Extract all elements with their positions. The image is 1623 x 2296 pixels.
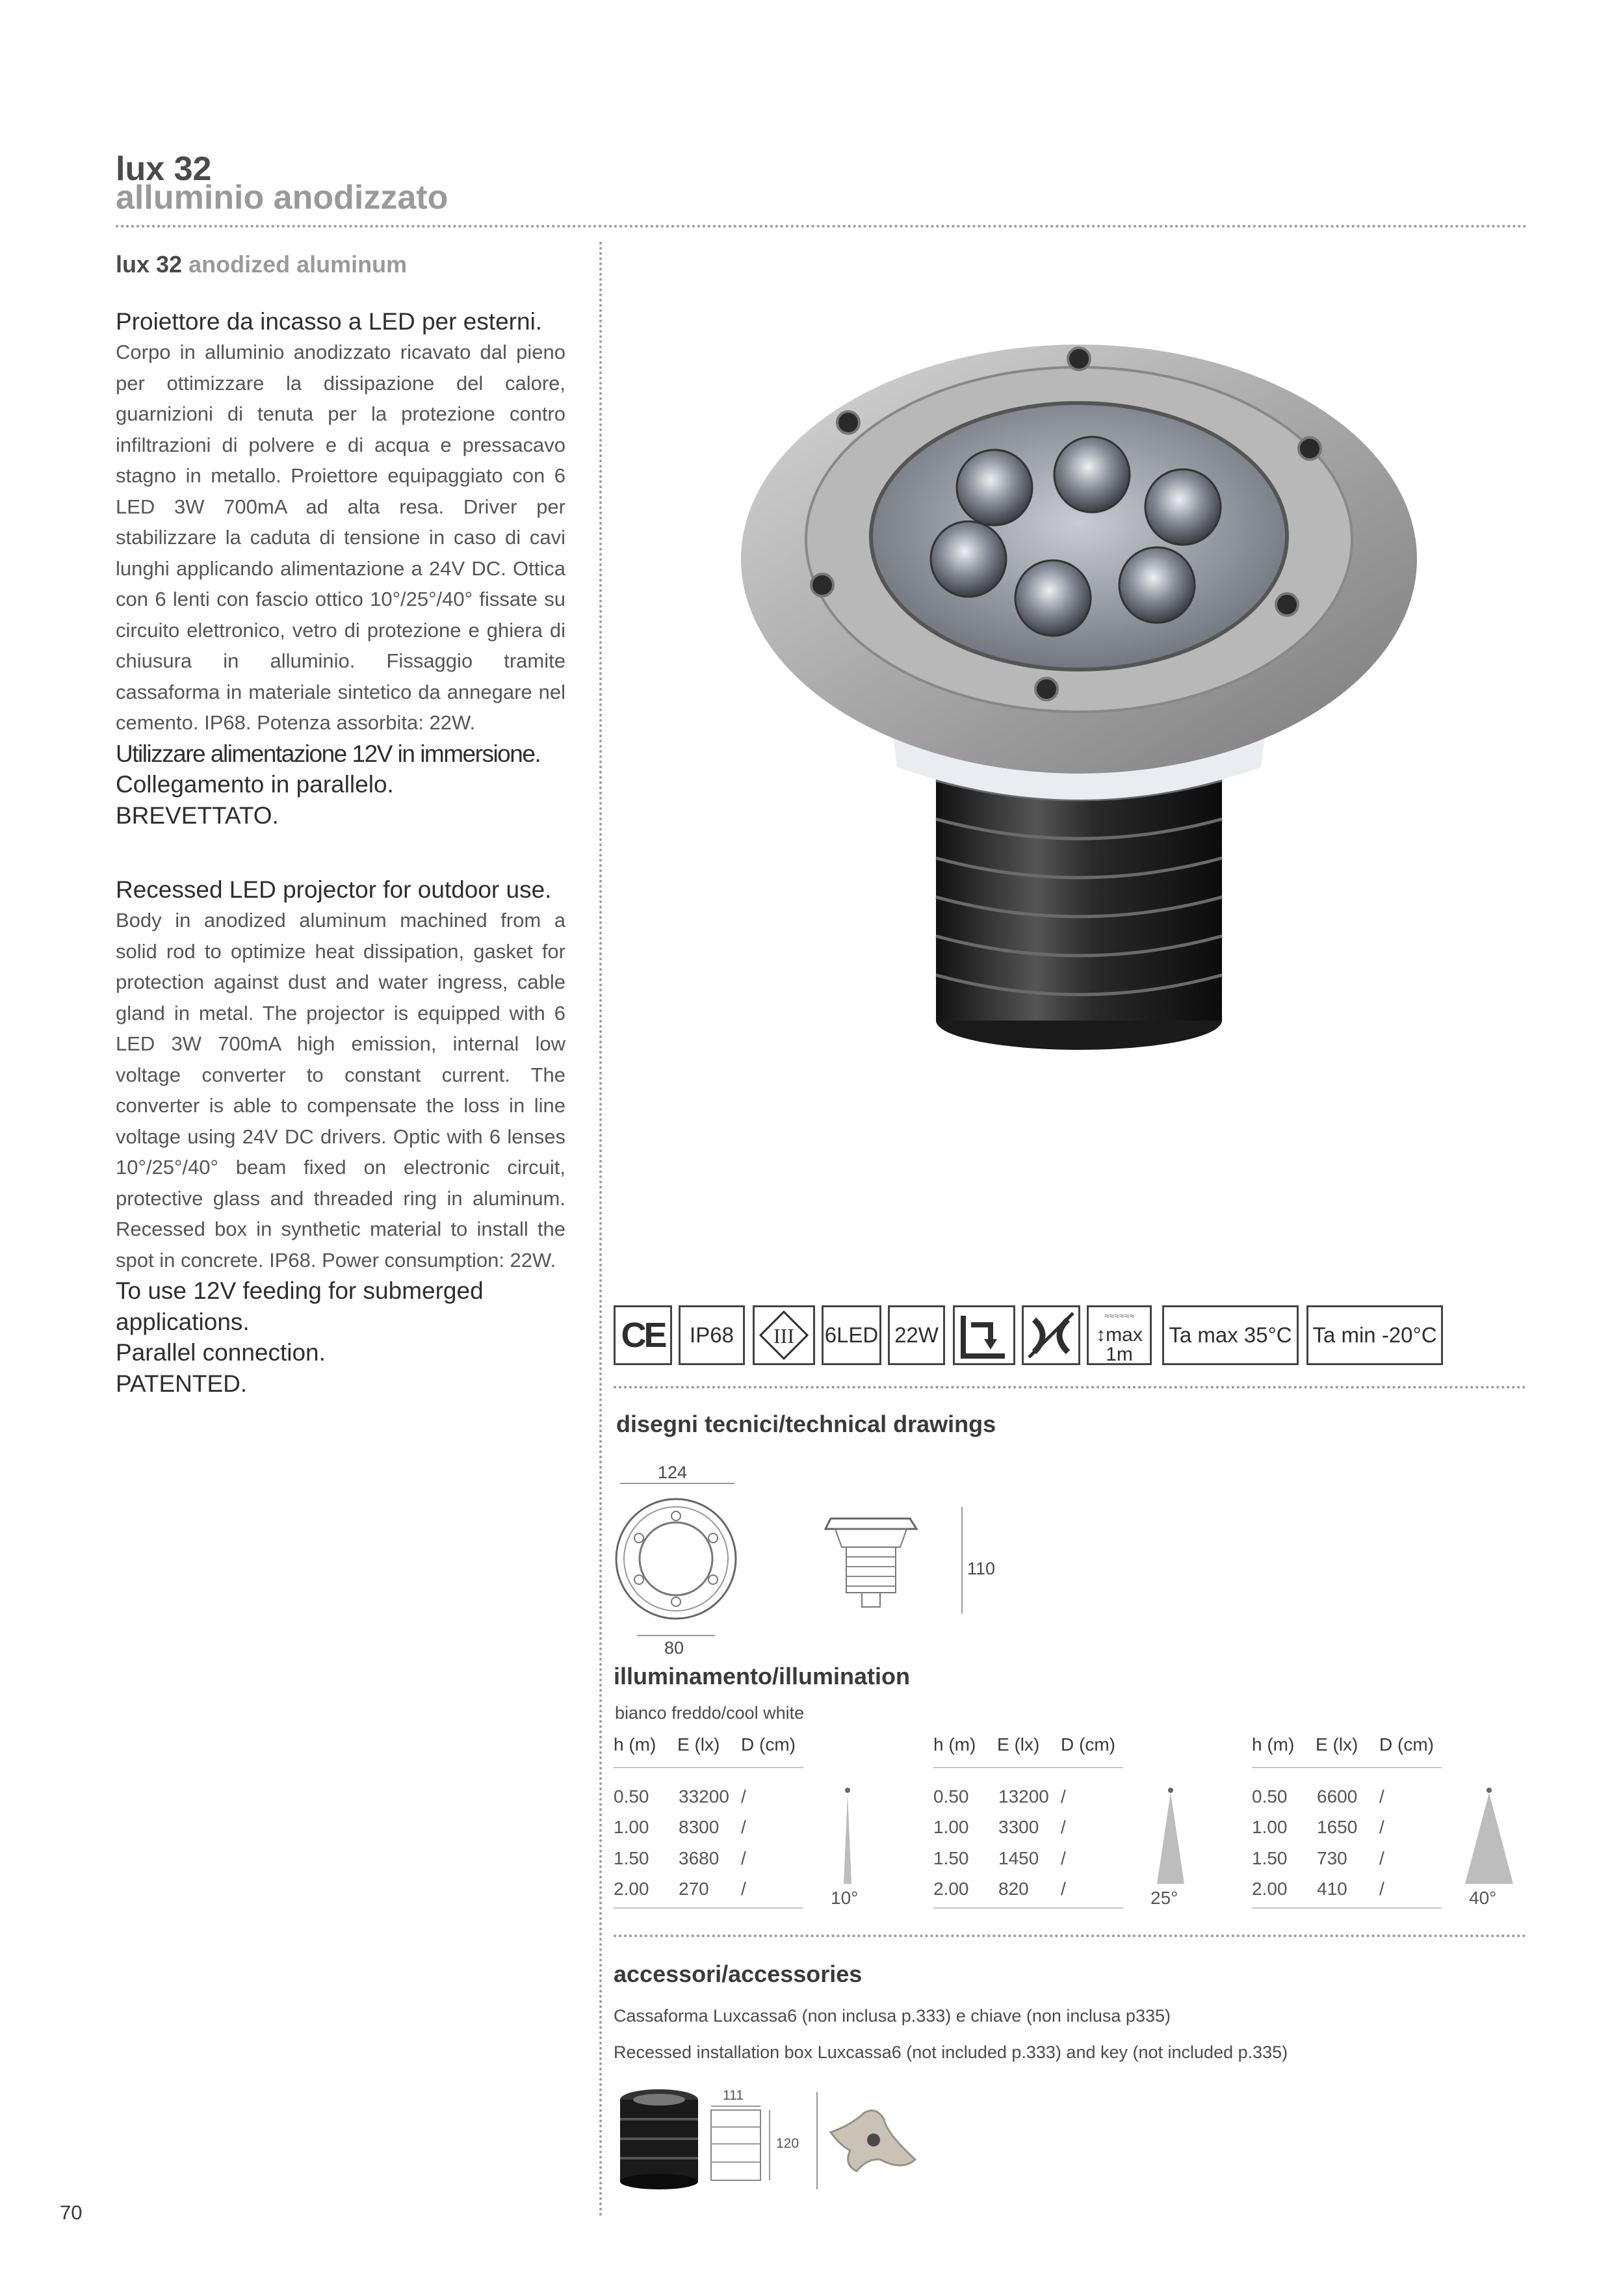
recessed-box-photo <box>614 2087 705 2191</box>
led-count-badge: 6LED <box>822 1305 881 1365</box>
walk-over-icon <box>953 1305 1015 1365</box>
italian-note-parallel: Collegamento in parallelo. <box>116 771 394 798</box>
english-subtitle: lux 32 anodized aluminum <box>116 251 408 278</box>
english-note-parallel: Parallel connection. <box>116 1339 326 1366</box>
dim-height-label: 110 <box>967 1559 996 1578</box>
english-body: Body in anodized aluminum machined from a solid rod to optimize heat dissipation, gasket for protection against dust and water ingress, cable gland in metal. The projector is equipped with 6 LED 3W 700mA high emission, internal low voltage converter to constant current. The converter is able to compensate the loss in line voltage using 24V DC drivers. Optic with 6 lenses 10°/25°/40° beam fixed on electronic circuit, protective glass and threaded ring in aluminum. Recessed box in synthetic material to install the spot in concrete. IP68. Power consumption: 22W. <box>116 909 565 1272</box>
illumination-divider <box>614 1935 1526 1937</box>
english-lead: Recessed LED projector for outdoor use. <box>116 876 552 903</box>
key-photo <box>824 2100 922 2178</box>
dim-top-label: 124 <box>658 1463 688 1482</box>
illumination-table-10: h (m) E (lx) D (cm) 0.50 33200 / 1.00 8300 / 1.50 3680 / 2.00 270 / 10° <box>614 1734 859 1908</box>
class-iii-icon <box>753 1305 815 1365</box>
svg-text:III: III <box>773 1324 794 1348</box>
illumination-table-25: h (m) E (lx) D (cm) 0.50 13200 / 1.00 3300 / 1.50 1450 / 2.00 820 / 25° <box>933 1734 1206 1910</box>
column-divider <box>599 242 602 2218</box>
italian-description <box>116 307 565 831</box>
dim-bottom-label: 80 <box>664 1638 684 1658</box>
accessories-separator <box>816 2092 818 2189</box>
title-divider <box>116 225 1527 228</box>
technical-drawing <box>611 1476 1001 1638</box>
max-temperature-badge: Ta max 35°C <box>1162 1305 1299 1365</box>
product-title: lux 32 <box>116 150 212 188</box>
drawings-title: disegni tecnici/technical drawings <box>616 1411 996 1437</box>
italian-note-feeding: Utilizzare alimentazione 12V in immersione. <box>116 740 541 767</box>
accessories-title: accessori/accessories <box>614 1961 863 1987</box>
min-temperature-badge: Ta min -20°C <box>1306 1305 1443 1365</box>
english-note-patented: PATENTED. <box>116 1370 248 1397</box>
italian-body: Corpo in alluminio anodizzato ricavato dal pieno per ottimizzare la dissipazione del calore, guarnizioni di tenuta per la protezione contro infiltrazioni di polvere e di acqua e pressacavo stagno in metallo. Proiettore equipaggiato con 6 LED 3W 700mA ad alta resa. Driver per stabilizzare la caduta di tensione in caso di cavi lunghi applicando alimentazione a 24V DC. Ottica con 6 lenti con fascio ottico 10°/25°/40° fissate su circuito elettronico, vetro di protezione e ghiera di chiusura in alluminio. Fissaggio tramite cassaforma in materiale sintetico da annegare nel cemento. IP68. Potenza assorbita: 22W. <box>116 341 565 734</box>
english-note-feeding: To use 12V feeding for submerged applications. <box>116 1277 484 1335</box>
box-width-label: 111 <box>723 2088 744 2103</box>
illumination-title: illuminamento/illumination <box>614 1663 911 1689</box>
accessories-english: Recessed installation box Luxcassa6 (not included p.333) and key (not included p.335) <box>614 2042 1288 2062</box>
box-height-label: 120 <box>776 2136 799 2151</box>
product-photo <box>689 325 1436 1073</box>
submersion-depth-icon: ≈≈≈≈≈≈ ↕max 1m <box>1087 1305 1152 1365</box>
recessed-box-drawing <box>708 2104 819 2188</box>
ce-mark-icon: CE <box>614 1305 672 1365</box>
english-description <box>116 875 565 1399</box>
italian-lead: Proiettore da incasso a LED per esterni. <box>116 308 543 335</box>
icons-divider <box>614 1386 1526 1389</box>
page-number: 70 <box>60 2201 83 2224</box>
accessories-italian: Cassaforma Luxcassa6 (non inclusa p.333) e chiave (non inclusa p335) <box>614 2006 1171 2026</box>
product-material: alluminio anodizzato <box>116 179 448 216</box>
illumination-subtitle: bianco freddo/cool white <box>615 1703 805 1723</box>
no-heat-icon <box>1022 1305 1080 1365</box>
illumination-table-40: h (m) E (lx) D (cm) 0.50 6600 / 1.00 1650 / 1.50 730 / 2.00 410 / 40° <box>1252 1734 1525 1910</box>
ip68-badge: IP68 <box>679 1305 745 1365</box>
italian-note-patented: BREVETTATO. <box>116 802 279 829</box>
power-badge: 22W <box>888 1305 945 1365</box>
